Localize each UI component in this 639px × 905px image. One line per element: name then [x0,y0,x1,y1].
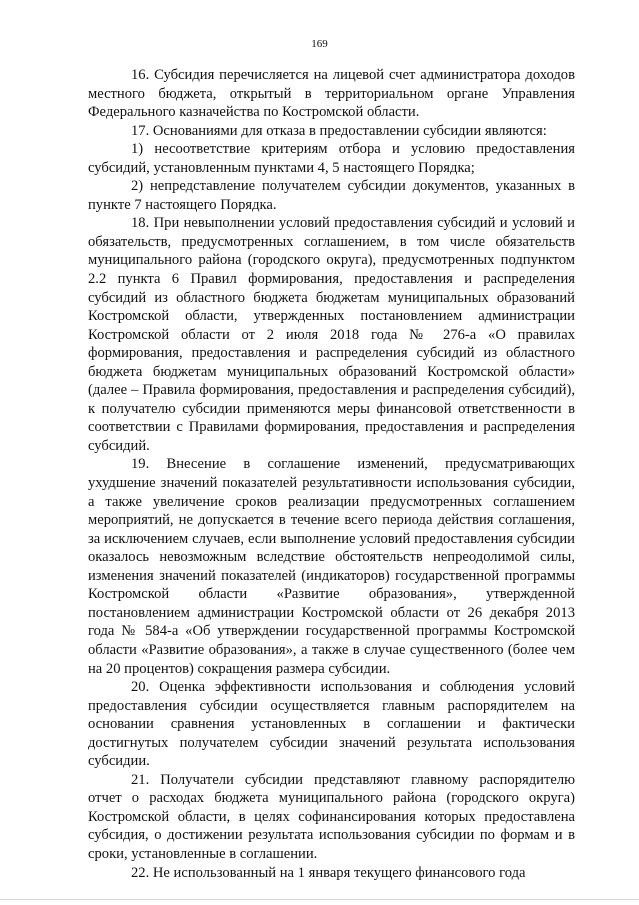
page-number: 169 [311,38,328,50]
paragraph-16: 16. Субсидия перечисляется на лицевой счет администратора доходов местного бюджета, открытый в территориальном органе Управления Федерального казначейства по Костромской области. [88,67,575,121]
paragraph-20: 20. Оценка эффективности использования и соблюдения условий предоставления субсидии осуществляется главным распорядителем на основании сравнения установленных в соглашении и фактически достигнутых получателем субсидии значений результата использования субсидии. [88,679,575,770]
paragraph-21: 21. Получатели субсидии представляют главному распорядителю отчет о расходах бюджета муниципального района (городского округа) Костромской области, в целях софинансирования которых предоставлена субсидия, о достижении результата использования субсидии по формам и в сроки, установленные в соглашении. [88,771,575,862]
paragraph-17: 17. Основаниями для отказа в предоставлении субсидии являются: [131,122,547,139]
paragraph-17-item-2: 2) непредставление получателем субсидии документов, указанных в пункте 7 настоящего Порядка. [88,178,575,213]
paragraph-22: 22. Не использованный на 1 января текущего финансового года [131,864,526,881]
document-body [88,66,575,882]
paragraph-18: 18. При невыполнении условий предоставления субсидий и условий и обязательств, предусмотренных соглашением, в том числе обязательств муниципального района (городского округа), предусмотренных подпунктом 2.2 пункта 6 Правил формирования, предоставления и распределения субсидий из областного бюджета бюджетам муниципальных образований Костромской области, утвержденных постановлением администрации Костромской области от 2 июля 2018 года № 276-а «О правилах формирования, предоставления и распределения субсидий из областного бюджета бюджетам муниципальных образований Костромской области» (далее – Правила формирования, предоставления и распределения субсидий), к получателю субсидии применяются меры финансовой ответственности в соответствии с Правилами формирования, предоставления и распределения субсидий. [88,215,575,454]
paragraph-17-item-1: 1) несоответствие критериям отбора и условию предоставления субсидий, установленным пунктами 4, 5 настоящего Порядка; [88,141,575,176]
page-bottom-edge [0,899,639,900]
paragraph-19: 19. Внесение в соглашение изменений, предусматривающих ухудшение значений показателей результативности использования субсидии, а также увеличение сроков реализации предусмотренных соглашением мероприятий, не допускается в течение всего периода действия соглашения, за исключением случаев, если выполнение условий предоставления субсидии оказалось невозможным вследствие обстоятельств непреодолимой силы, изменения значений показателей (индикаторов) государственной программы Костромской области «Развитие образования», утвержденной постановлением администрации Костромской области от 26 декабря 2013 года № 584-а «Об утверждении государственной программы Костромской области «Развитие образования», а также в случае существенного (более чем на 20 процентов) сокращения размера субсидии. [88,456,575,677]
